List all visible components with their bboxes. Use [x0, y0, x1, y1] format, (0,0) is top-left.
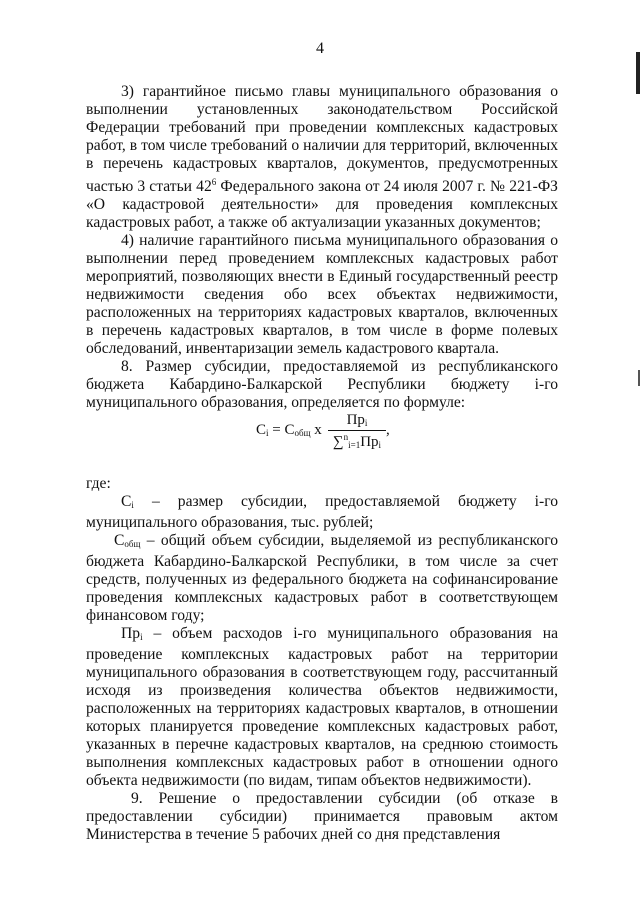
paragraph-3-text: 3) гарантийное письмо главы муниципального образования о выполнении установленных законодательством Российской Федерации требований при проведении комплексных кадастровых работ, в том числе требований о наличии для территорий, включенных в перечень кадастровых кварталов, документов, предусмотренных частью 3 статьи 42: [86, 83, 558, 195]
paragraph-3-tail: Федерального закона от 24 июля 2007 г. № 221-ФЗ «О кадастровой деятельности» для проведения комплексных кадастровых работ, а также об актуализации указанных документов;: [86, 178, 558, 231]
where-label: где:: [86, 475, 111, 492]
document-body: [86, 83, 558, 412]
paragraph-4: 4) наличие гарантийного письма муниципального образования о выполнении перед проведением комплексных кадастровых работ мероприятий, позволяющих внести в Единый государственный реестр недвижимости сведения обо всех объектах недвижимости, расположенных на территориях кадастровых кварталов, включенных в перечень кадастровых кварталов, в том числе в форме полевых обследований, инвентаризации земель кадастрового квартала.: [86, 232, 558, 357]
paragraph-9: 9. Решение о предоставлении субсидии (об отказе в предоставлении субсидии) принимается правовым актом Министерства в течение 5 рабочих дней со дня представления: [86, 790, 558, 843]
definition-cobsh: $C_{общ}$ – общий объем субсидии, выделяемой из республиканского бюджета Кабардино-Балкарской Республики, в том числе за счет средств, полученных из федерального бюджета на софинансирование проведения комплексных кадастровых работ в соответствующем финансовом году;: [86, 532, 558, 624]
scan-edge-mark: [636, 52, 640, 94]
formula-lhs: $C_i = C_{общ}$ x: [256, 422, 322, 438]
definitions: [86, 475, 558, 844]
paragraph-8: 8. Размер субсидии, предоставляемой из республиканского бюджета Кабардино-Балкарской Республики бюджету i-го муниципального образования, определяется по формуле:: [86, 358, 558, 411]
formula-numerator: $Пр_i$: [328, 412, 386, 431]
formula-denominator: $\sum^n_{i=1}Пр_i$: [332, 432, 382, 450]
paragraph-3-superscript: 6: [211, 177, 217, 187]
formula-fraction: [328, 412, 386, 451]
definition-ci: $C_i$ – размер субсидии, предоставляемой бюджету i-го муниципального образования, тыс. рублей;: [86, 493, 558, 531]
formula-comma: ,: [386, 422, 390, 438]
sum-sign: ∑: [332, 434, 344, 450]
page-number: 4: [316, 40, 324, 57]
definition-pri: $Пр_i$ – объем расходов i-го муниципального образования на проведение комплексных кадастровых работ на территории муниципального образования в соответствующем году, рассчитанный исходя из произведения количества объектов недвижимости, расположенных на территориях кадастровых кварталов, в отношении которых планируется проведение комплексных кадастровых работ, указанных в перечне кадастровых кварталов, на среднюю стоимость выполнения комплексных кадастровых работ в отношении одного объекта недвижимости (по видам, типам объектов недвижимости).: [86, 625, 558, 789]
paragraph-3: [86, 83, 558, 232]
